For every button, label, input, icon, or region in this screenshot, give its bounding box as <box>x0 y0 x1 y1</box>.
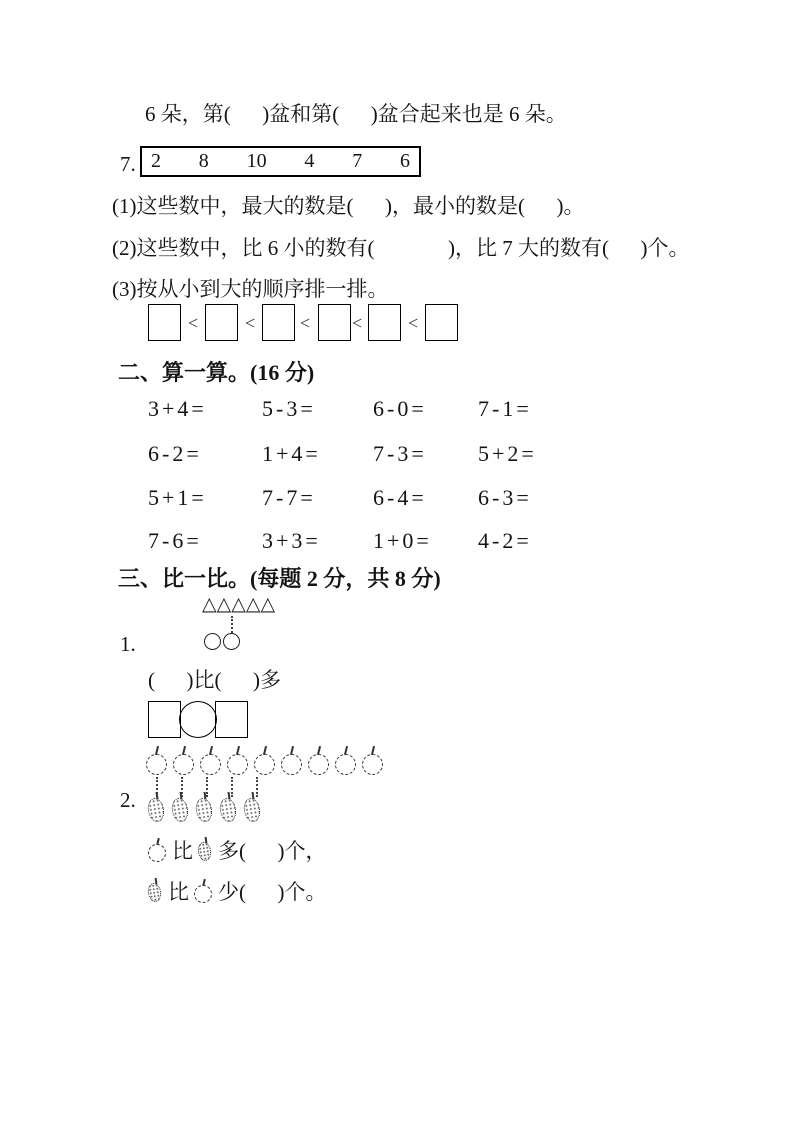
section3-heading: 三、比一比。(每题 2 分，共 8 分) <box>118 566 441 591</box>
pear-icon <box>198 837 213 863</box>
less-than-sign: < <box>188 313 199 333</box>
number-cell: 4 <box>304 150 315 172</box>
number-cell: 2 <box>151 150 161 172</box>
math-problem: 3+3= <box>262 528 321 553</box>
math-problem: 5+2= <box>478 441 537 466</box>
apple-icon <box>308 746 330 776</box>
item1-label: 1. <box>120 632 136 656</box>
number-cell: 10 <box>246 150 267 172</box>
apple-icon <box>362 746 384 776</box>
less-than-sign: < <box>300 313 311 333</box>
calc-row <box>148 396 532 422</box>
question7-label: 7. <box>120 152 136 176</box>
compare-sentence-2 <box>148 876 327 906</box>
pear-body <box>194 797 214 823</box>
pear-row <box>148 792 261 824</box>
number-cell: 6 <box>399 150 410 172</box>
less-than-sign: < <box>245 313 256 333</box>
math-problem: 6-0= <box>373 396 427 421</box>
answer-box <box>215 701 248 738</box>
apple-body <box>227 754 248 775</box>
sentence-tail: 少( )个。 <box>218 880 327 904</box>
less-than-sign: < <box>352 313 363 333</box>
question6-continuation-text: 6 朵，第( )盆和第( )盆合起来也是 6 朵。 <box>145 102 567 126</box>
item1-compare-text: ( )比( )多 <box>148 668 281 692</box>
question7-sub2: (2)这些数中，比 6 小的数有( )，比 7 大的数有( )个。 <box>112 236 690 260</box>
apple-icon <box>281 746 303 776</box>
pear-icon <box>148 878 163 904</box>
math-problem: 1+4= <box>262 441 321 466</box>
number-cell: 8 <box>198 150 209 172</box>
apple-icon <box>200 746 222 776</box>
math-problem: 7-3= <box>373 441 427 466</box>
pear-body <box>242 797 262 823</box>
pear-icon <box>196 792 213 824</box>
triangle-icon: △ <box>231 593 246 615</box>
math-problem: 6-4= <box>373 485 427 510</box>
triangle-icon: △ <box>260 593 276 615</box>
math-problem: 1+0= <box>373 528 432 553</box>
question7-number-box <box>140 146 421 177</box>
section2-heading: 二、算一算。(16 分) <box>118 360 315 385</box>
question7-sub3: (3)按从小到大的顺序排一排。 <box>112 277 389 301</box>
apple-body <box>335 754 356 775</box>
pear-body <box>170 797 190 823</box>
calc-row <box>148 441 537 467</box>
less-than-signs <box>148 304 460 342</box>
apple-row <box>146 746 384 776</box>
sentence-tail: 多( )个， <box>218 839 327 863</box>
triangle-icon: △ <box>245 593 261 615</box>
apple-body <box>281 754 302 775</box>
apple-body <box>362 754 383 775</box>
calc-row <box>148 485 532 511</box>
circle-icon <box>204 633 221 650</box>
math-problem: 6-3= <box>478 485 532 510</box>
item1-answer-shapes <box>148 701 248 738</box>
apple-icon <box>148 838 167 863</box>
apple-icon <box>227 746 249 776</box>
ordering-answer-row <box>148 304 460 342</box>
math-problem: 5+1= <box>148 485 207 510</box>
question7-sub1: (1)这些数中，最大的数是( )，最小的数是( )。 <box>112 194 585 218</box>
word-bi: 比 <box>168 880 189 904</box>
apple-icon <box>194 879 213 904</box>
pear-icon <box>244 792 261 824</box>
circle-row <box>204 633 240 650</box>
math-problem: 7-1= <box>478 396 532 421</box>
triangle-icon: △ <box>202 593 217 615</box>
math-problem: 5-3= <box>262 396 316 421</box>
match-connector-line <box>231 616 233 633</box>
triangle-row <box>202 593 275 615</box>
math-problem: 6-2= <box>148 441 202 466</box>
calc-row <box>148 528 532 554</box>
apple-body <box>308 754 329 775</box>
apple-body <box>254 754 275 775</box>
pear-icon <box>148 792 165 824</box>
apple-icon <box>173 746 195 776</box>
answer-circle <box>179 701 217 738</box>
apple-icon <box>146 746 168 776</box>
compare-sentence-1 <box>148 835 327 865</box>
number-cell: 7 <box>352 150 363 172</box>
apple-body <box>200 754 221 775</box>
item2-label: 2. <box>120 788 136 812</box>
pear-icon <box>220 792 237 824</box>
word-bi: 比 <box>172 839 193 863</box>
triangle-icon: △ <box>216 593 232 615</box>
math-problem: 7-6= <box>148 528 202 553</box>
less-than-sign: < <box>408 313 419 333</box>
math-problem: 7-7= <box>262 485 316 510</box>
pear-icon <box>172 792 189 824</box>
apple-icon <box>254 746 276 776</box>
apple-body <box>146 754 167 775</box>
math-problem: 3+4= <box>148 396 207 421</box>
pear-body <box>218 797 238 823</box>
pear-body <box>146 797 166 823</box>
circle-icon <box>223 633 240 650</box>
math-problem: 4-2= <box>478 528 532 553</box>
answer-box <box>148 701 181 738</box>
apple-body <box>173 754 194 775</box>
apple-icon <box>335 746 357 776</box>
